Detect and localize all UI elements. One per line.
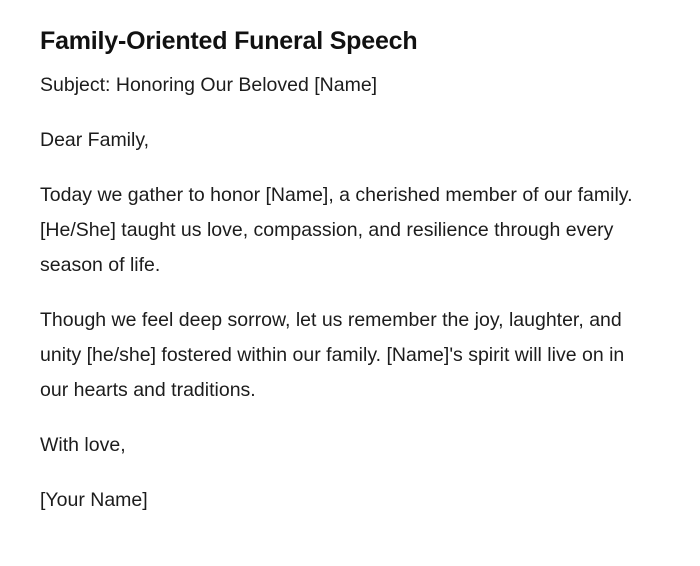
body-paragraph: Though we feel deep sorrow, let us remember the joy, laughter, and unity [he/she] fostered within our family. [Name]'s spirit will live on in our hearts and traditions.: [40, 309, 625, 401]
signature: [Your Name]: [40, 489, 148, 511]
closing-line: With love,: [40, 434, 126, 456]
document-body: [40, 24, 650, 518]
subject-line: Subject: Honoring Our Beloved [Name]: [40, 74, 378, 96]
greeting: Dear Family,: [40, 129, 150, 151]
body-paragraph: Today we gather to honor [Name], a cherished member of our family. [He/She] taught us love, compassion, and resilience through every season of life.: [40, 184, 633, 276]
document-title: Family-Oriented Funeral Speech: [40, 27, 418, 55]
